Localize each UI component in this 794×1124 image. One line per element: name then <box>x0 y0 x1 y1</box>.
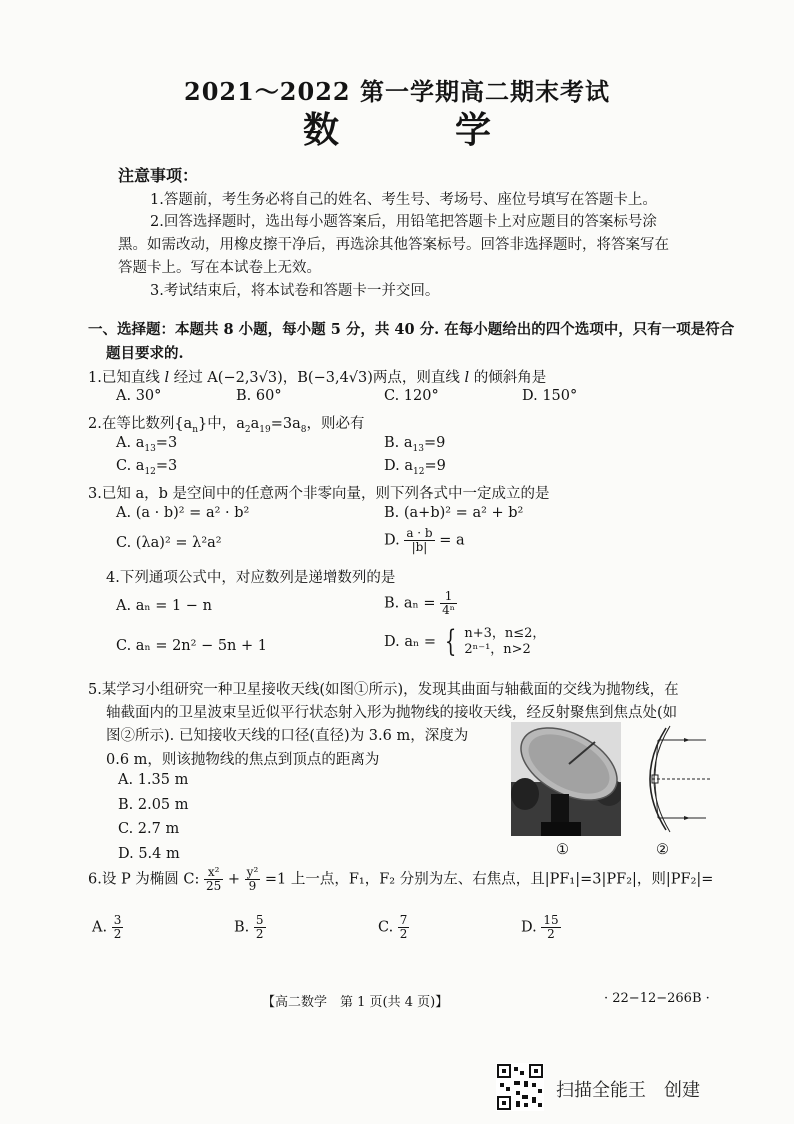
q3-option-b: B. (a+b)² = a² + b² <box>384 505 524 521</box>
q6-x-fraction: $\frac{\text{x²}}{25}$ <box>206 865 222 893</box>
q4-option-d: D. aₙ = { n+3，n≤2， 2ⁿ⁻¹，n>2 <box>384 624 546 659</box>
q6-option-d: D. $\frac{15}{2}$ <box>521 913 559 941</box>
question-5-line-1: 5.某学习小组研究一种卫星接收天线(如图①所示)，发现其曲面与轴截面的交线为抛物线，在 <box>88 682 679 698</box>
q6-y-fraction: $\frac{\text{y²}}{9}$ <box>246 865 259 893</box>
q2-option-a: A. $a_{13}=3$ <box>116 435 178 454</box>
page-footer: 【高二数学 第 1 页(共 4 页)】 <box>262 995 449 1010</box>
satellite-dish-photo <box>511 722 621 836</box>
q3-option-d: D. $\frac{a \cdot b}{|b|}$ = a <box>384 526 465 554</box>
q1-option-d: D. 150° <box>522 388 578 404</box>
q5-option-d: D. 5.4 m <box>118 846 180 862</box>
q4-b-fraction: $\frac{1}{\text{4ⁿ}}$ <box>442 589 455 617</box>
parabola-diagram <box>628 722 712 836</box>
notice-line-4: 答题卡上。写在本试卷上无效。 <box>118 260 321 276</box>
question-1-stem: 1.已知直线 l 经过 A(−2,3√3)，B(−3,4√3)两点，则直线 l 的倾斜角是 <box>88 370 547 386</box>
q5-option-a: A. 1.35 m <box>118 772 189 788</box>
notice-line-5: 3.考试结束后，将本试卷和答题卡一并交回。 <box>150 283 440 299</box>
q3-d-fraction: $\frac{a \cdot b}{|b|}$ <box>406 526 433 554</box>
q1-option-c: C. 120° <box>384 388 439 404</box>
scanner-watermark: 扫描全能王 创建 <box>556 1080 700 1101</box>
question-6-stem: 6.设 P 为椭圆 C: $\frac{\text{x²}}{25}$ + $\frac{\text{y²}}{9}$ =1 上一点，F₁，F₂ 分别为左、右焦点，且|PF₁|=3|PF₂|，则|PF₂|= <box>88 865 714 893</box>
question-3-stem: 3.已知 a，b 是空间中的任意两个非零向量，则下列各式中一定成立的是 <box>88 486 550 502</box>
question-5-line-3: 图②所示). 已知接收天线的口径(直径)为 3.6 m，深度为 <box>106 728 469 744</box>
figure-2-label: ② <box>656 842 669 858</box>
q2-option-b: B. $a_{13}=9$ <box>384 435 446 454</box>
question-2-stem: 2.在等比数列$\{a_n\}$中，$a_2a_{19}=3a_8$，则必有 <box>88 416 365 435</box>
notice-heading: 注意事项： <box>118 166 199 185</box>
qr-code-icon <box>496 1063 544 1111</box>
q4-option-c: C. aₙ = 2n² − 5n + 1 <box>116 638 267 654</box>
q6-option-a: A. $\frac{3}{2}$ <box>92 913 122 941</box>
q2-option-c: C. $a_{12}=3$ <box>116 458 178 477</box>
section-heading-cont: 题目要求的. <box>106 345 184 362</box>
q2-option-d: D. $a_{12}=9$ <box>384 458 446 477</box>
q4-d-cases: n+3，n≤2， 2ⁿ⁻¹，n>2 <box>464 626 546 657</box>
q6-option-b: B. $\frac{5}{2}$ <box>234 913 264 941</box>
question-4-stem: 4.下列通项公式中，对应数列是递增数列的是 <box>106 570 396 586</box>
q3-option-c: C. (λa)² = λ²a² <box>116 535 222 551</box>
q4-option-a: A. aₙ = 1 − n <box>116 598 212 614</box>
q1-option-a: A. 30° <box>116 388 162 404</box>
q5-option-b: B. 2.05 m <box>118 797 189 813</box>
section-heading: 一、选择题：本题共 8 小题，每小题 5 分，共 40 分. 在每小题给出的四个选项中，只有一项是符合 <box>88 321 735 338</box>
q3-option-a: A. (a · b)² = a² · b² <box>116 505 250 521</box>
notice-line-3: 黑。如需改动，用橡皮擦干净后，再选涂其他答案标号。回答非选择题时，将答案写在 <box>118 237 669 253</box>
q1-option-b: B. 60° <box>236 388 282 404</box>
q5-option-c: C. 2.7 m <box>118 821 180 837</box>
paper-code: · 22−12−266B · <box>604 991 710 1006</box>
figure-1-label: ① <box>556 842 569 858</box>
q4-option-b: B. aₙ = $\frac{1}{\text{4ⁿ}}$ <box>384 589 455 617</box>
subject-title: 数 学 <box>302 109 531 151</box>
question-5-line-4: 0.6 m，则该抛物线的焦点到顶点的距离为 <box>106 752 380 768</box>
question-5-line-2: 轴截面内的卫星波束呈近似平行状态射入形为抛物线的接收天线，经反射聚焦到焦点处(如 <box>106 705 678 721</box>
exam-title: 2021～2022 第一学期高二期末考试 <box>184 77 610 106</box>
q6-option-c: C. $\frac{7}{2}$ <box>378 913 408 941</box>
notice-line-1: 1.答题前，考生务必将自己的姓名、考生号、考场号、座位号填写在答题卡上。 <box>150 192 657 208</box>
notice-line-2: 2.回答选择题时，选出每小题答案后，用铅笔把答题卡上对应题目的答案标号涂 <box>150 214 657 230</box>
